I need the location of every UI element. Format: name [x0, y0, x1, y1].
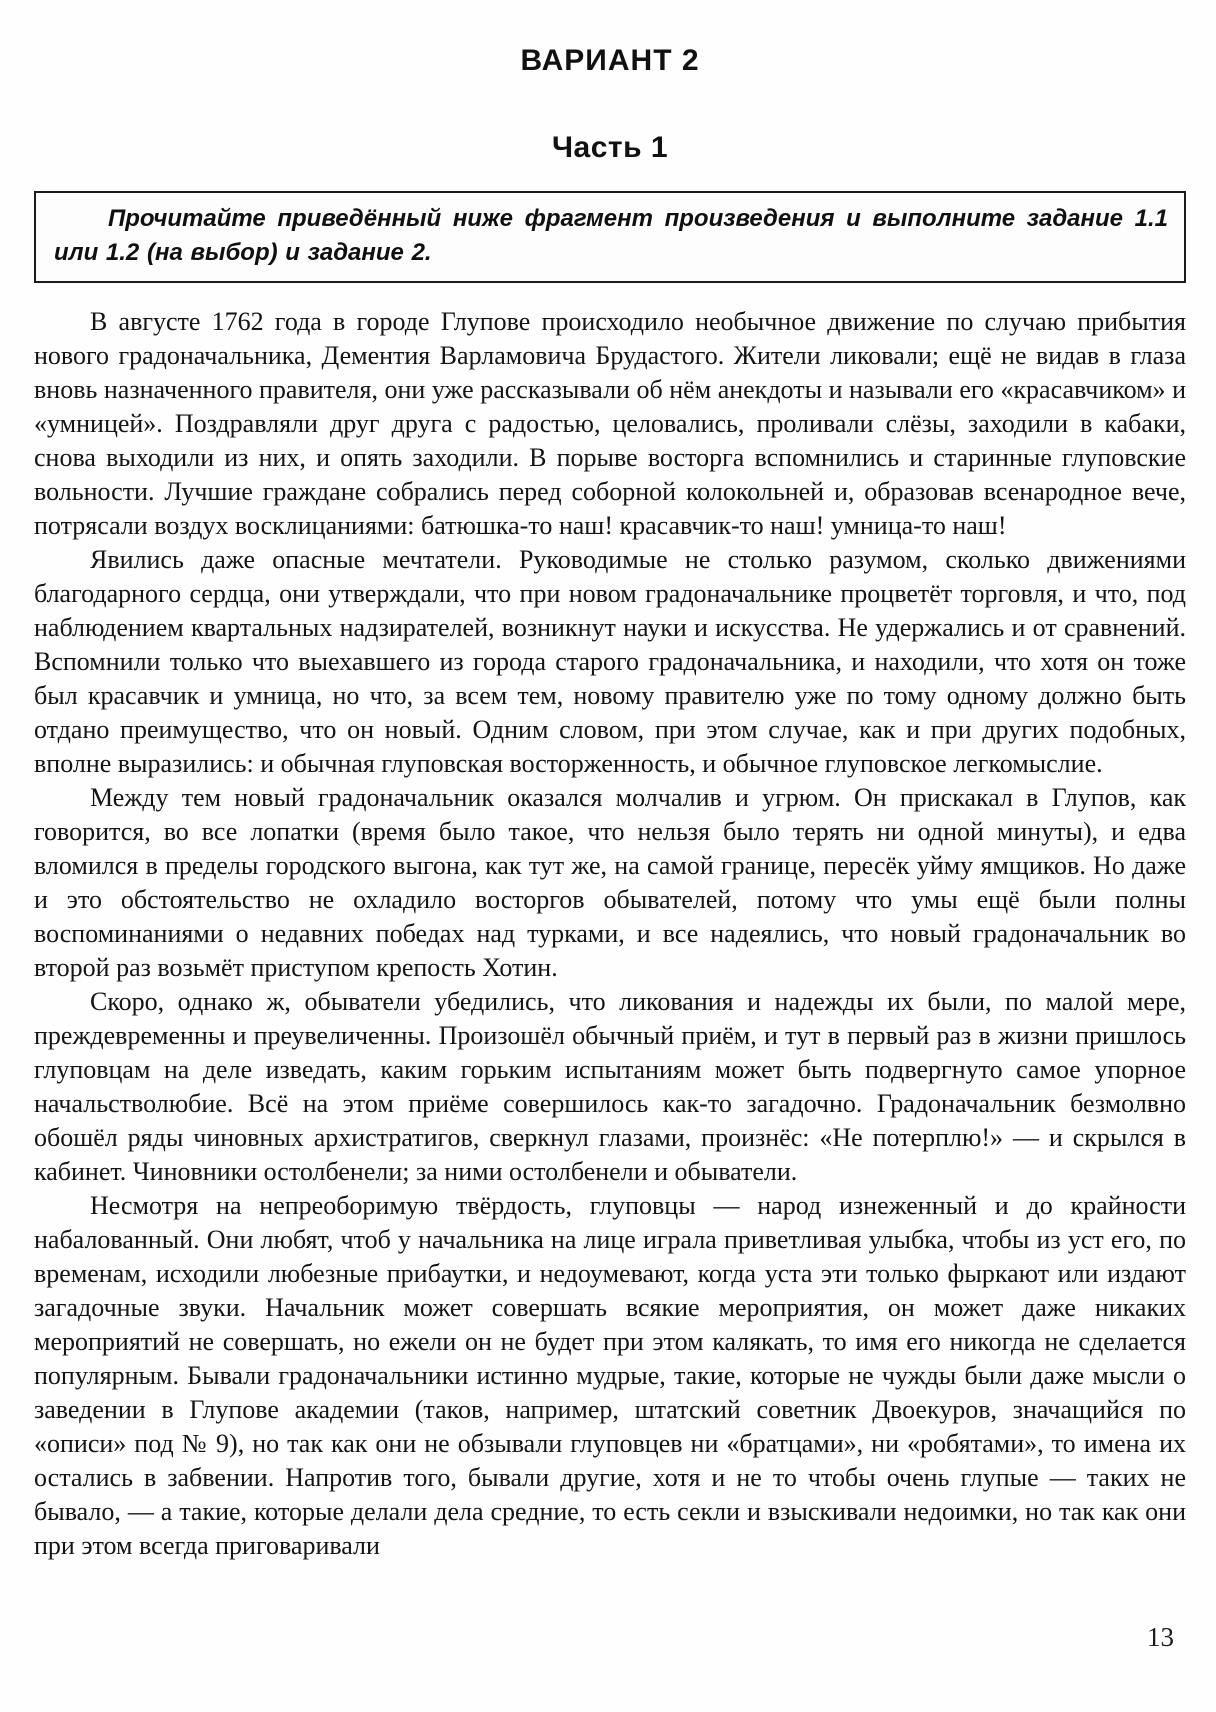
part-title: Часть 1 — [551, 131, 669, 164]
passage-paragraph: Несмотря на непреоборимую твёрдость, глуповцы — народ изнеженный и до крайности набалованный. Они любят, чтоб у начальника на лице играла приветливая улыбка, чтобы из уст его, по временам, исходили любезные прибаутки, и недоумевают, когда уста эти только фыркают или издают загадочные звуки. Начальник может совершать всякие мероприятия, он может даже никаких мероприятий не совершать, но ежели он не будет при этом калякать, то имя его никогда не сделается популярным. Бывали градоначальники истинно мудрые, такие, которые не чужды были даже мысли о заведении в Глупове академии (таков, например, штатский советник Двоекуров, значащийся по «описи» под № 9), но так как они не обзывали глуповцев ни «братцами», ни «робятами», то имена их остались в забвении. Напротив того, бывали другие, хотя и не то чтобы очень глупые — таких не бывало, — а такие, которые делали дела средние, то есть секли и взыскивали недоимки, но так как они при этом всегда приговаривали — [34, 1191, 1186, 1560]
passage-paragraph: В августе 1762 года в городе Глупове происходило необычное движение по случаю прибытия нового градоначальника, Дементия Варламовича Брудастого. Жители ликовали; ещё не видав в глаза вновь назначенного правителя, они уже рассказывали об нём анекдоты и называли его «красавчиком» и «умницей». Поздравляли друг друга с радостью, целовались, проливали слёзы, заходили в кабаки, снова выходили из них, и опять заходили. В порыве восторга вспомнились и старинные глуповские вольности. Лучшие граждане собрались перед соборной колокольней и, образовав всенародное вече, потрясали воздух восклицаниями: батюшка-то наш! красавчик-то наш! умница-то наш! — [34, 307, 1186, 540]
passage-paragraph: Между тем новый градоначальник оказался молчалив и угрюм. Он прискакал в Глупов, как говорится, во все лопатки (время было такое, что нельзя было терять ни одной минуты), и едва вломился в пределы городского выгона, как тут же, на самой границе, пересёк уйму ямщиков. Но даже и это обстоятельство не охладило восторгов обывателей, потому что умы ещё были полны воспоминаниями о недавних победах над турками, и все надеялись, что новый градоначальник во второй раз возьмёт приступом крепость Хотин. — [34, 783, 1186, 982]
variant-title: ВАРИАНТ 2 — [520, 44, 700, 77]
passage — [34, 305, 1186, 1563]
page-number: 13 — [1147, 1622, 1174, 1652]
instruction-text: Прочитайте приведённый ниже фрагмент произведения и выполните задание 1.1 или 1.2 (на выбор) и задание 2. — [54, 205, 1168, 266]
passage-paragraph: Явились даже опасные мечтатели. Руководимые не столько разумом, сколько движениями благодарного сердца, они утверждали, что при новом градоначальнике процветёт торговля, и что, под наблюдением квартальных надзирателей, возникнут науки и искусства. Не удержались и от сравнений. Вспомнили только что выехавшего из города старого градоначальника, и находили, что хотя он тоже был красавчик и умница, но что, за всем тем, новому правителю уже по тому одному должно быть отдано преимущество, что он новый. Одним словом, при этом случае, как и при других подобных, вполне выразились: и обычная глуповская восторженность, и обычное глуповское легкомыслие. — [34, 545, 1186, 778]
instruction-box — [34, 191, 1186, 283]
passage-paragraph: Скоро, однако ж, обыватели убедились, что ликования и надежды их были, по малой мере, преждевременны и преувеличенны. Произошёл обычный приём, и тут в первый раз в жизни пришлось глуповцам на деле изведать, каким горьким испытаниям может быть подвергнуто самое упорное начальстволюбие. Всё на этом приёме совершилось как-то загадочно. Градоначальник безмолвно обошёл ряды чиновных архистратигов, сверкнул глазами, произнёс: «Не потерплю!» — и скрылся в кабинет. Чиновники остолбенели; за ними остолбенели и обыватели. — [34, 987, 1186, 1186]
